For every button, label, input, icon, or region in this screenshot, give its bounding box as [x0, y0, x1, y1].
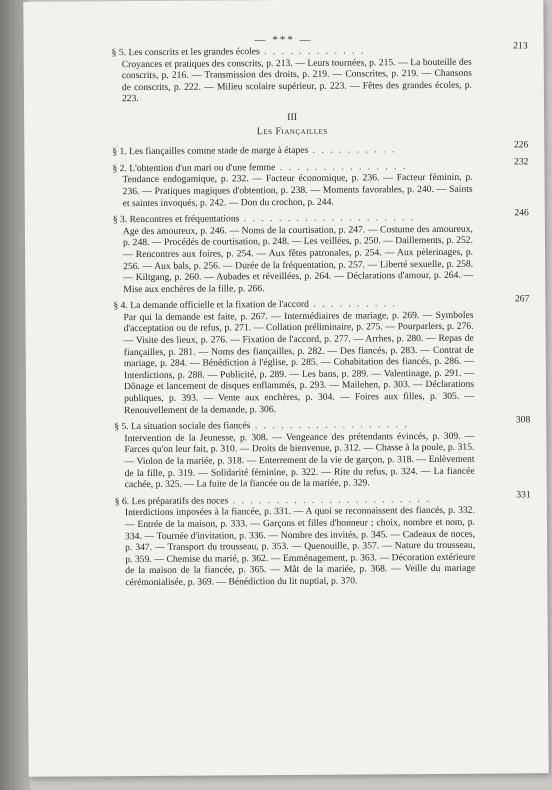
toc-entry [112, 139, 529, 158]
dot-leader: . . . . . . . . . . . . . . . [275, 160, 408, 173]
dot-leader: . . . . . . . . . . [308, 144, 397, 156]
toc-entry-description: Croyances et pratiques des conscrits, p. 213. — Leurs tournées, p. 215. — La bouteille des conscrits, p. 216. — Transmission des droits, p. 219. — Conscrites, p. 219. — Chansons de conscrits, p. 222. — Milieu scolaire supérieur, p. 223. — Fêtes des grandes écoles, p. 223. [121, 56, 472, 105]
toc-entry [114, 489, 531, 589]
toc-page-number: 226 [513, 139, 529, 151]
toc-page-number: 308 [515, 414, 531, 426]
toc-entry-description: Tendance endogamique, p. 232. — Facteur économique, p. 236. — Facteur féminin, p. 236. — Pratiques magiques d'obtention, p. 238. — Moments favorables, p. 240. — Saints et saintes invoqués, p. 242. — Don du crochon, p. 244. [122, 172, 473, 209]
toc-entry-description: Age des amoureux, p. 246. — Noms de la courtisation, p. 247. — Costume des amoureux, p. 248. — Procédés de courtisation, p. 248. — Les veillées, p. 250. — Daillements, p. 252. — Rencontres aux foires, p. 254. — Aux fêtes patronales, p. 254. — Aux pèlerinages, p. 256. — Aux bals, p. 256. — Durée de la fréquentation, p. 257. — Liberté sexuelle, p. 258. — Kiltgang, p. 260. — Aubades et réveillées, p. 264. — Déclarations d'amour, p. 264. — Mise aux enchères de la fille, p. 266. [122, 223, 474, 295]
toc-heading-text: § 2. L'obtention d'un mari ou d'une femme [112, 161, 276, 174]
part-title: Les Fiançailles [256, 125, 328, 137]
toc-entry-description: Par qui la demande est faite, p. 267. — Intermédiaires de mariage, p. 269. — Symboles d'acceptation ou de refus, p. 271. — Collation préliminaire, p. 275. — Pourparlers, p. 276. — Visite des lieux, p. 276. — Fixation de l'accord, p. 277. — Arrhes, p. 280. — Repas de fiançailles, p. 281. — Noms des fiançailles, p. 282. — Des fiancés, p. 283. — Contrat de mariage, p. 284. — Bénédiction à l'église, p. 285. — Cohabitation des fiancés, p. 286. — Interdictions, p. 288. — Publicité, p. 289. — Les bans, p. 289. — Valentinage, p. 291. — Dônage et lancement de disques enflammés, p. 293. — Mailehen, p. 303. — Déclarations publiques, p. 393. — Vente aux enchères, p. 304. — Foires aux filles, p. 305. — Renouvellement de la demande, p. 306. [123, 309, 475, 416]
toc-entry [114, 414, 531, 491]
toc-heading-text: § 4. La demande officielle et la fixation de l'accord [113, 299, 309, 312]
toc-heading-text: § 5. La situation sociale des fiancés [114, 420, 251, 433]
toc-entry [112, 207, 529, 296]
toc-page-number: 232 [513, 156, 529, 168]
toc-heading-text: § 6. Les préparatifs des noces [114, 495, 229, 507]
dot-leader: . . . . . . . . . . . . . . . . . . [250, 419, 409, 432]
toc-heading-text: § 5. Les conscrits et les grandes écoles [111, 46, 260, 59]
toc-entry-heading [112, 139, 529, 158]
toc-page-number: 267 [514, 293, 530, 305]
toc-entry-description: Intervention de la Jeunesse, p. 308. — Vengeance des prétendants évincés, p. 309. — Farces qu'on leur fait, p. 310. — Droits de bienvenue, p. 312. — Chasse à la poule, p. 315. — Violon de la mariée, p. 318. — Enterrement de la vie de garçon, p. 318. — Enlèvement de la fille, p. 319. — Solidarité féminine, p. 322. — Rite du refus, p. 324. — La fiancée cachée, p. 325. — La fuite de la fiancée ou de la mariée, p. 329. [124, 430, 475, 491]
book-page [23, 0, 548, 777]
part-number: III [287, 111, 298, 123]
dot-leader: . . . . . . . . . . . . . . . . . . . . . . . [228, 493, 431, 507]
toc-entry [112, 156, 529, 209]
toc-entry [113, 293, 530, 416]
dot-leader: . . . . . . . . . . . . [259, 45, 366, 58]
toc-page-number: 246 [514, 207, 529, 219]
table-of-contents [111, 40, 531, 594]
dot-leader: . . . . . . . . . . [308, 298, 397, 311]
toc-heading-text: § 1. Les fiançailles comme stade de marge à étapes [112, 144, 309, 158]
toc-page-number: 213 [513, 40, 528, 52]
toc-entry-description: Interdictions imposées à la fiancée, p. 331. — A quoi se reconnaissent des fiancés, p. 332. — Entrée de la maison, p. 333. — Garçons et filles d'honneur ; choix, nombre et nom, p. 334. — Tournée d'invitation, p. 336. — Nombre des invités, p. 345. — Cadeaux de noces, p. 347. — Transport du trousseau, p. 353. — Quenouille, p. 357. — Nature du trousseau, p. 359. — Chemise du marié, p. 362. — Emménagement, p. 363. — Décoration extérieure de la maison de la fiancée, p. 365. — Mât de la mariée, p. 368. — Veille du mariage cérémonialisée, p. 369. — Bénédiction du lit nuptial, p. 370. [124, 505, 476, 589]
toc-entry [111, 40, 528, 105]
dot-leader: . . . . . . . . . . . . . . . . . . . . [239, 212, 416, 225]
toc-page-number: 331 [516, 489, 531, 501]
page-header-ornament: — *** — [254, 33, 313, 47]
toc-heading-text: § 3. Rencontres et fréquentations [112, 213, 240, 226]
